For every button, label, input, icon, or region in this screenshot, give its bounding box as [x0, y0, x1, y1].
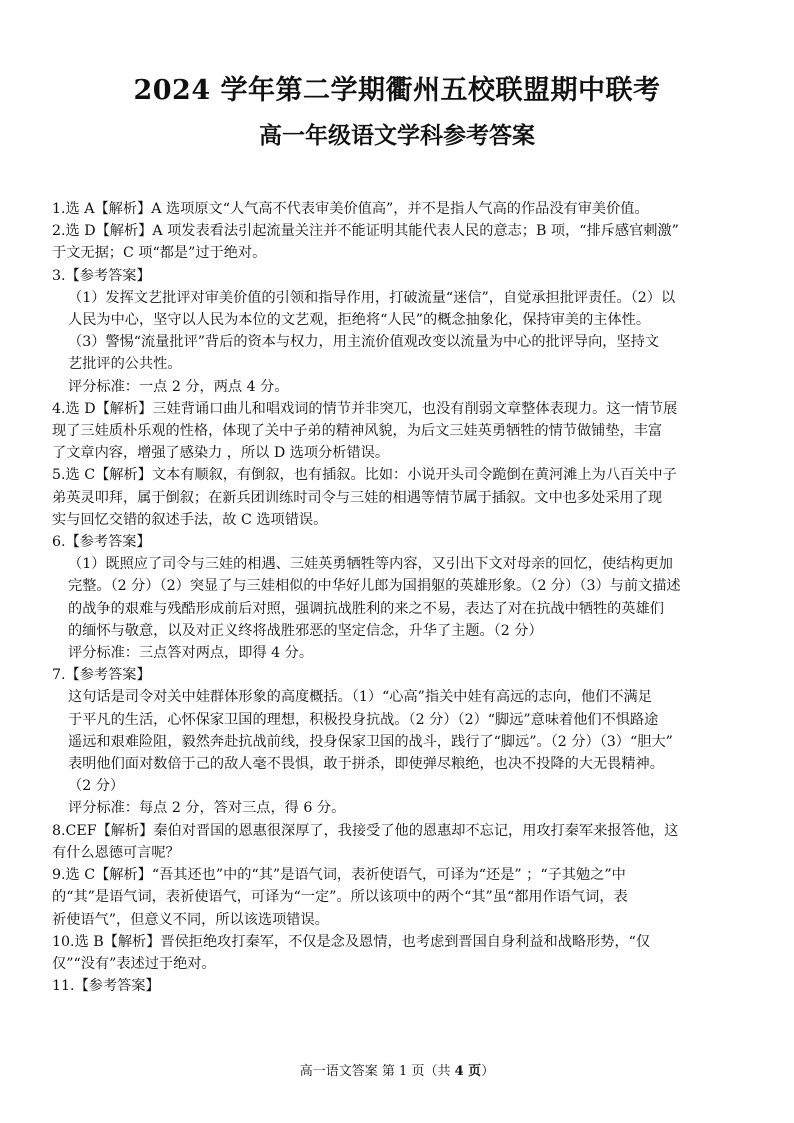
- answer-q10: 10.选 B【解析】晋侯拒绝攻打秦军，不仅是念及恩情，也考虑到晋国自身利益和战略形势，“仅 仅”“没有”表述过于绝对。: [52, 933, 651, 972]
- answer-q1: 1.选 A【解析】A 选项原文“人气高不代表审美价值高”，并不是指人气高的作品没有审美价值。: [52, 201, 649, 217]
- answer-content: [52, 198, 748, 997]
- answer-q9: 9.选 C【解析】“吾其还也”中的“其”是语气词，表祈使语气，可译为“还是” ；“子其勉之”中 的“其”是语气词，表祈使语气，可译为“一定”。所以该项中的两个“其”虽“都用作语气词，表 祈使语气”，但意义不同，所以该选项错误。: [52, 867, 628, 928]
- answer-q7-body: 这句话是司令对关中娃群体形象的高度概括。（1）“心高”指关中娃有高远的志向，他们不满足 于平凡的生活，心怀保家卫国的理想，积极投身抗战。（2 分）（2）“脚远”意味着他们不惧路途 遥远和艰难险阻，毅然奔赴抗战前线，投身保家卫国的战斗，践行了“脚远”。（2 分）（3）“胆大” 表明他们面对数倍于己的敌人毫不畏惧，敢于拼杀，即使弹尽粮绝，也决不投降的大无畏精神。 （2 分）: [68, 689, 673, 795]
- answer-q2: 2.选 D【解析】A 项发表看法引起流量关注并不能证明其能代表人民的意志；B 项，“排斥感官刺激” 于文无据；C 项“都是”过于绝对。: [52, 223, 679, 262]
- footer-total-pages: 4 页: [454, 1064, 482, 1079]
- answer-q6-body: （1）既照应了司令与三娃的相遇、三娃英勇牺牲等内容，又引出下文对母亲的回忆，使结构更加 完整。（2 分）（2）突显了与三娃相似的中华好儿郎为国捐躯的英雄形象。（2 分）（3）与前文描述 的战争的艰难与残酷形成前后对照，强调抗战胜利的来之不易，表达了对在抗战中牺牲的英雄们 的缅怀与敬意，以及对正义终将战胜邪恶的坚定信念，升华了主题。（2 分）: [68, 556, 681, 639]
- answer-q3-body: （1）发挥文艺批评对审美价值的引领和指导作用，打破流量“迷信”，自觉承担批评责任。（2）以 人民为中心，坚守以人民为本位的文艺观，拒绝将“人民”的概念抽象化，保持审美的主体性。 （3）警惕“流量批评”背后的资本与权力，用主流价值观改变以流量为中心的批评导向，坚持文 艺批评的公共性。: [68, 289, 676, 373]
- answer-q7-scoring: 评分标准：每点 2 分，答对三点，得 6 分。: [68, 800, 346, 817]
- answer-q4: 4.选 D【解析】三娃背诵口曲儿和唱戏词的情节并非突兀，也没有削弱文章整体表现力。这一情节展 现了三娃质朴乐观的性格，体现了关中子弟的精神风貌，为后文三娃英勇牺牲的情节做铺垫，丰富 了文章内容，增强了感染力 ，所以 D 选项分析错误。: [52, 400, 678, 462]
- exam-title: 2024 学年第二学期衢州五校联盟期中联考: [133, 75, 661, 106]
- answer-q5: 5.选 C【解析】文本有顺叙，有倒叙，也有插叙。比如：小说开头司令跪倒在黄河滩上为八百关中子 弟英灵叩拜，属于倒叙；在新兵团训练时司令与三娃的相遇等情节属于插叙。文中也多处采用了现 实与回忆交错的叙述手法，故 C 选项错误。: [52, 467, 677, 528]
- footer-suffix: ）: [481, 1064, 495, 1079]
- footer-prefix: 高一语文答案 第 1 页（共: [299, 1064, 455, 1079]
- answer-q11-heading: 11.【参考答案】: [52, 978, 160, 995]
- answer-q6-heading: 6.【参考答案】: [52, 534, 151, 551]
- answer-q8: 8.CEF【解析】秦伯对晋国的恩惠很深厚了，我接受了他的恩惠却不忘记，用攻打秦军来报答他，这 有什么恩德可言呢？: [52, 822, 679, 861]
- answer-q6-scoring: 评分标准：三点答对两点，即得 4 分。: [68, 645, 314, 662]
- answer-q3-scoring: 评分标准：一点 2 分，两点 4 分。: [68, 378, 289, 395]
- answer-q7-heading: 7.【参考答案】: [52, 667, 151, 684]
- page-footer: [0, 1063, 794, 1081]
- answer-subtitle: 高一年级语文学科参考答案: [259, 122, 535, 149]
- answer-q3-heading: 3.【参考答案】: [52, 267, 151, 284]
